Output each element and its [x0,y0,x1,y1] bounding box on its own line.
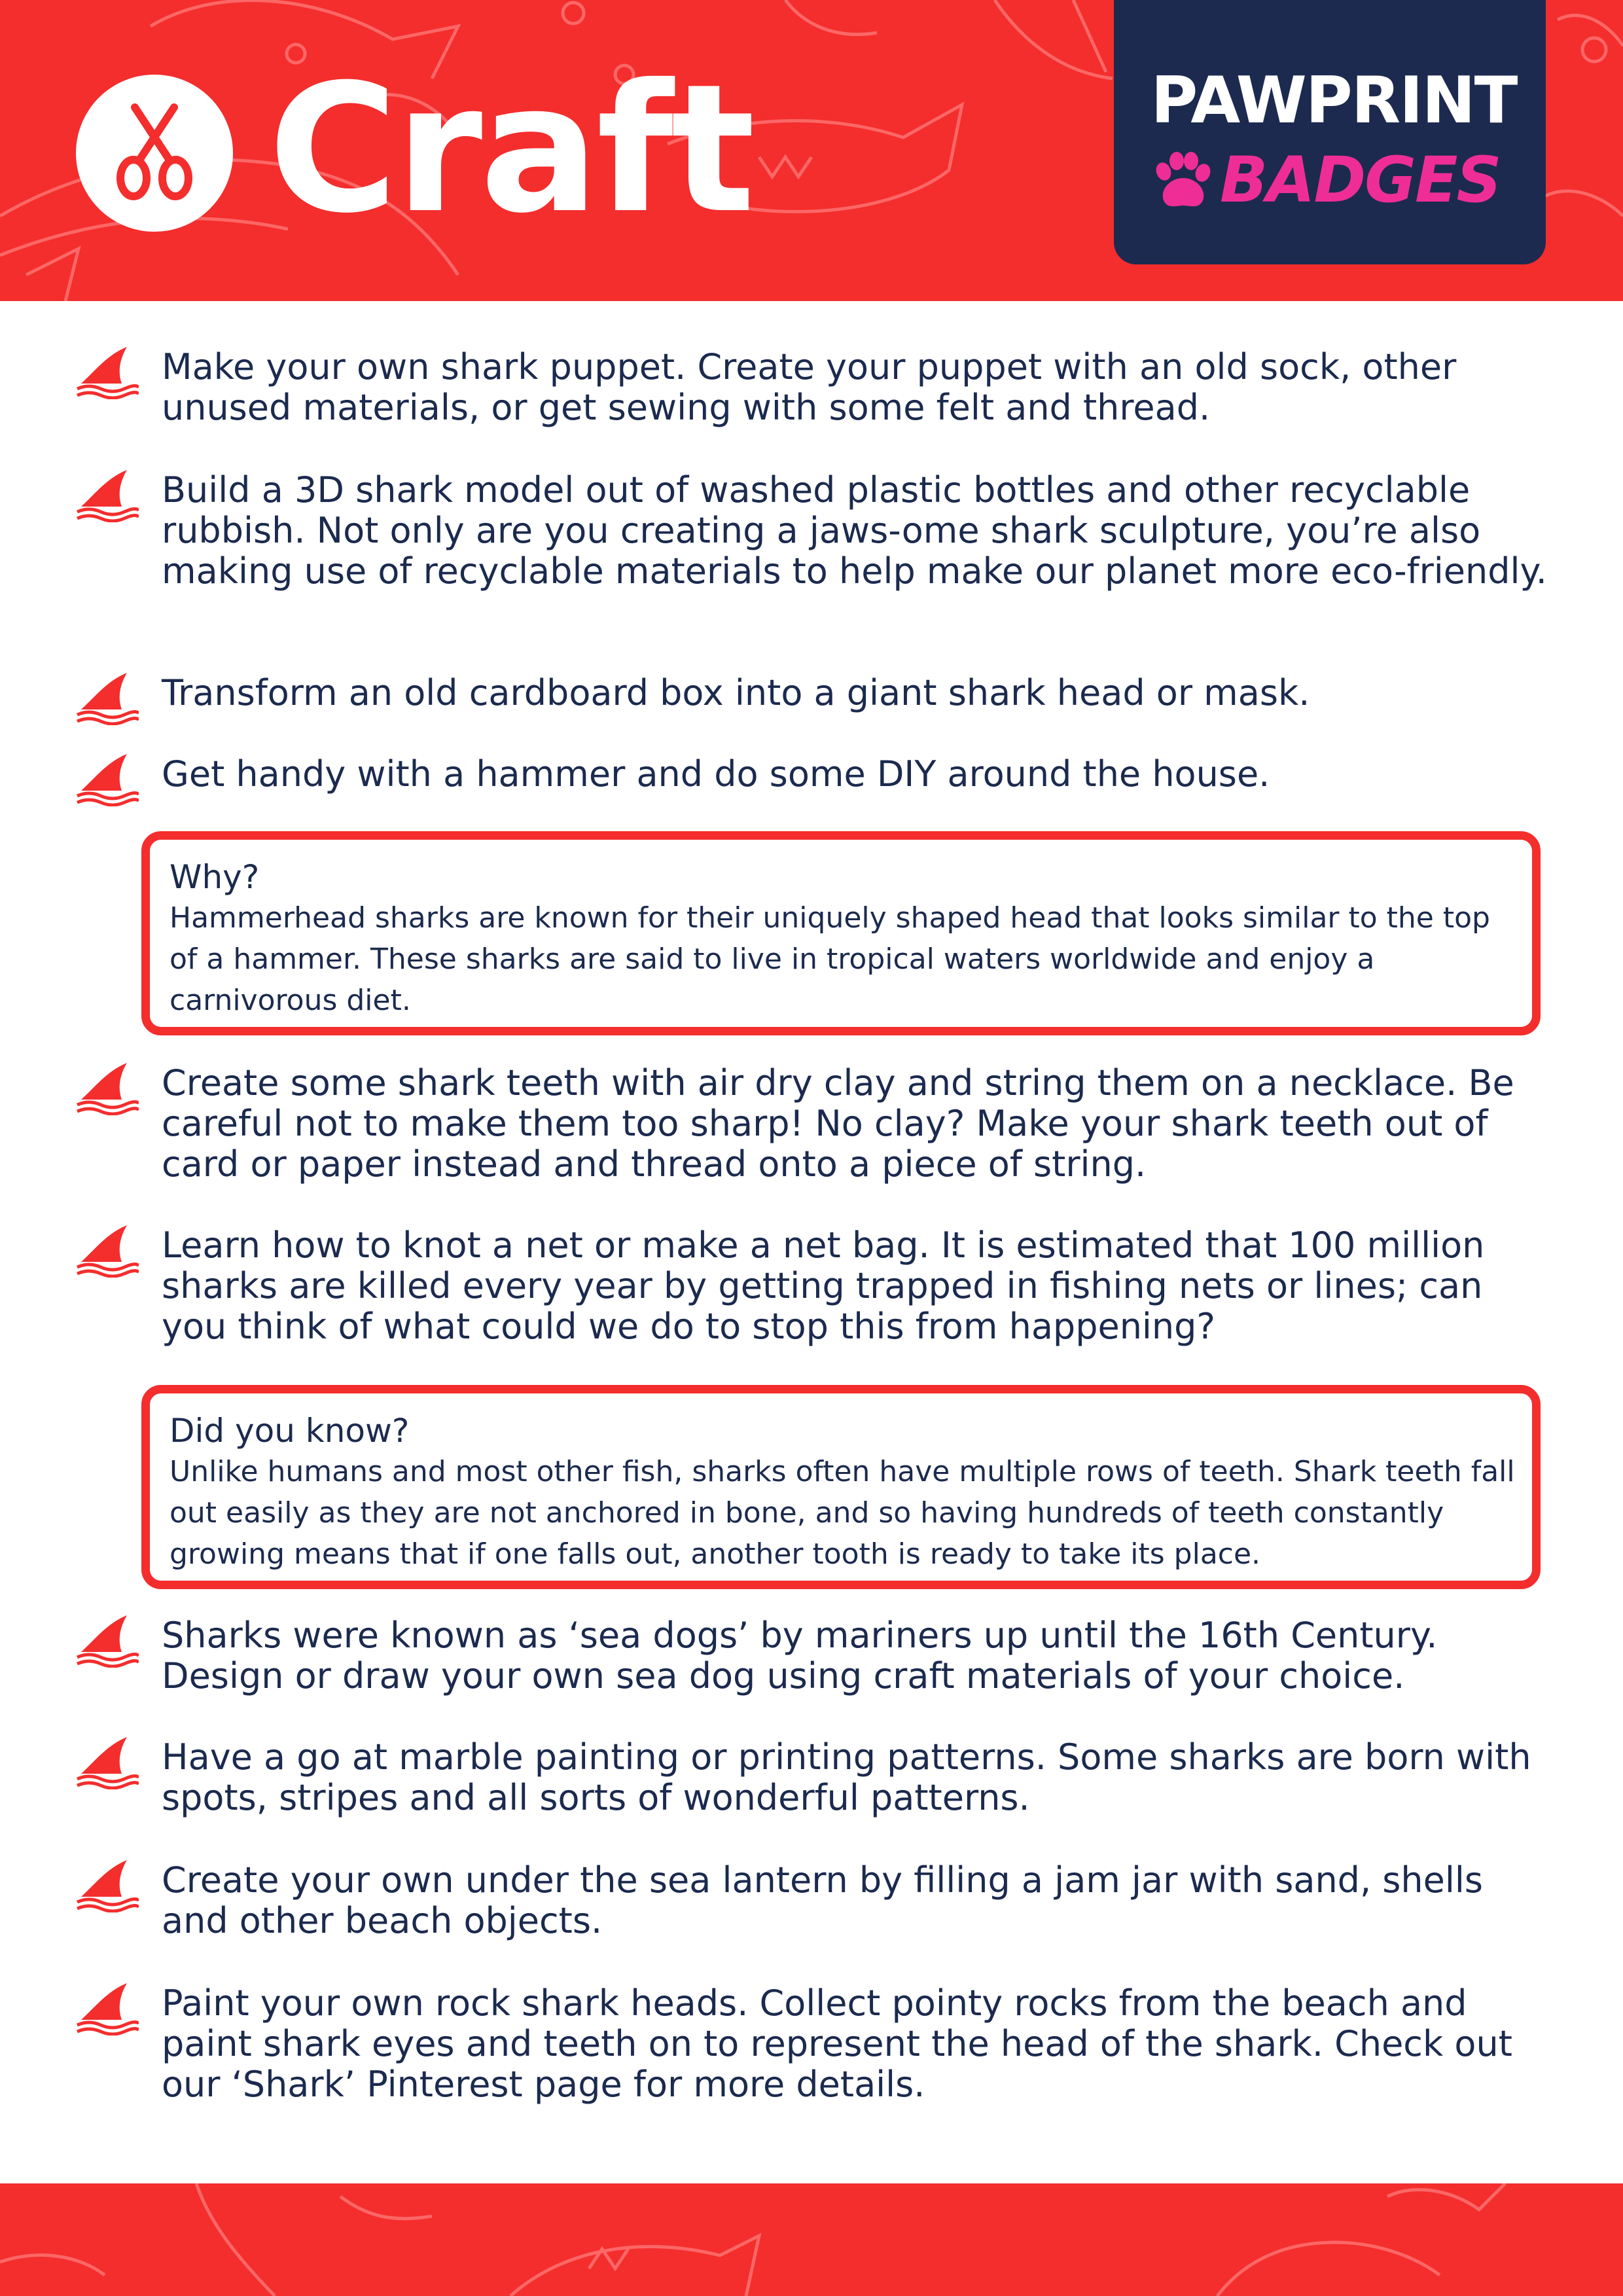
item-text: Learn how to knot a net or make a net bag. It is estimated that 100 million sharks are killed every year by getting trapped in fishing nets or lines; can you think of what could we do to stop this from happening? [162,1225,1485,1347]
shark-fin-icon [76,1615,139,1668]
logo-line2-row [1150,144,1517,216]
item-text: Create your own under the sea lantern by filling a jam jar with sand, shells and other beach objects. [162,1859,1484,1941]
did-you-know-body: Unlike humans and most other fish, sharks often have multiple rows of teeth. Shark teeth fall out easily as they are not anchored in bone, and so having hundreds of teeth constantly growing means that if one falls out, another tooth is ready to take its place. [169,1455,1515,1571]
item-text: Make your own shark puppet. Create your puppet with an old sock, other unused materials, or get sewing with some felt and thread. [162,346,1457,428]
item-text: Build a 3D shark model out of washed plastic bottles and other recyclable rubbish. Not only are you creating a jaws-ome shark sculpture, you’re also making use of recyclable materials to help make our planet more eco-friendly. [162,469,1547,592]
did-you-know-box [141,1385,1541,1589]
shark-fin-icon [76,1063,139,1115]
why-box [141,831,1541,1035]
paw-icon [1150,149,1213,212]
shark-pattern-decoration [0,2183,1623,2296]
shark-fin-icon [76,1225,139,1278]
shark-fin-icon [76,1860,139,1912]
shark-fin-icon [76,1983,139,2036]
scissors-icon [102,101,207,206]
item-text: Have a go at marble painting or printing patterns. Some sharks are born with spots, stripes and all sorts of wonderful patterns. [162,1736,1531,1818]
shark-fin-icon [76,673,139,725]
shark-fin-icon [76,347,139,399]
why-body: Hammerhead sharks are known for their uniquely shaped head that looks similar to the top of a hammer. These sharks are said to live in tropical waters worldwide and enjoy a carnivorous diet. [169,901,1490,1017]
item-text: Transform an old cardboard box into a giant shark head or mask. [162,672,1310,713]
pawprint-badges-logo [1114,0,1546,264]
logo-line1: PAWPRINT [1150,63,1517,138]
item-text: Sharks were known as ‘sea dogs’ by mariners up until the 16th Century. Design or draw your own sea dog using craft materials of your choice. [162,1615,1438,1696]
page-title: Craft [268,46,753,252]
shark-fin-icon [76,754,139,806]
shark-fin-icon [76,1737,139,1789]
shark-fin-icon [76,470,139,522]
header-banner [0,0,1623,301]
did-you-know-heading: Did you know? [169,1412,410,1450]
logo-line2: BADGES [1220,143,1501,217]
item-text: Get handy with a hammer and do some DIY around the house. [162,753,1270,795]
why-heading: Why? [169,858,260,896]
item-text: Paint your own rock shark heads. Collect pointy rocks from the beach and paint shark eyes and teeth on to represent the head of the shark. Check out our ‘Shark’ Pinterest page for more details. [162,1982,1512,2105]
scissors-badge [76,75,233,232]
item-text: Create some shark teeth with air dry clay and string them on a necklace. Be careful not to make them too sharp! No clay? Make your shark teeth out of card or paper instead and thread onto a piece of string. [162,1062,1514,1185]
footer-banner [0,2183,1623,2296]
